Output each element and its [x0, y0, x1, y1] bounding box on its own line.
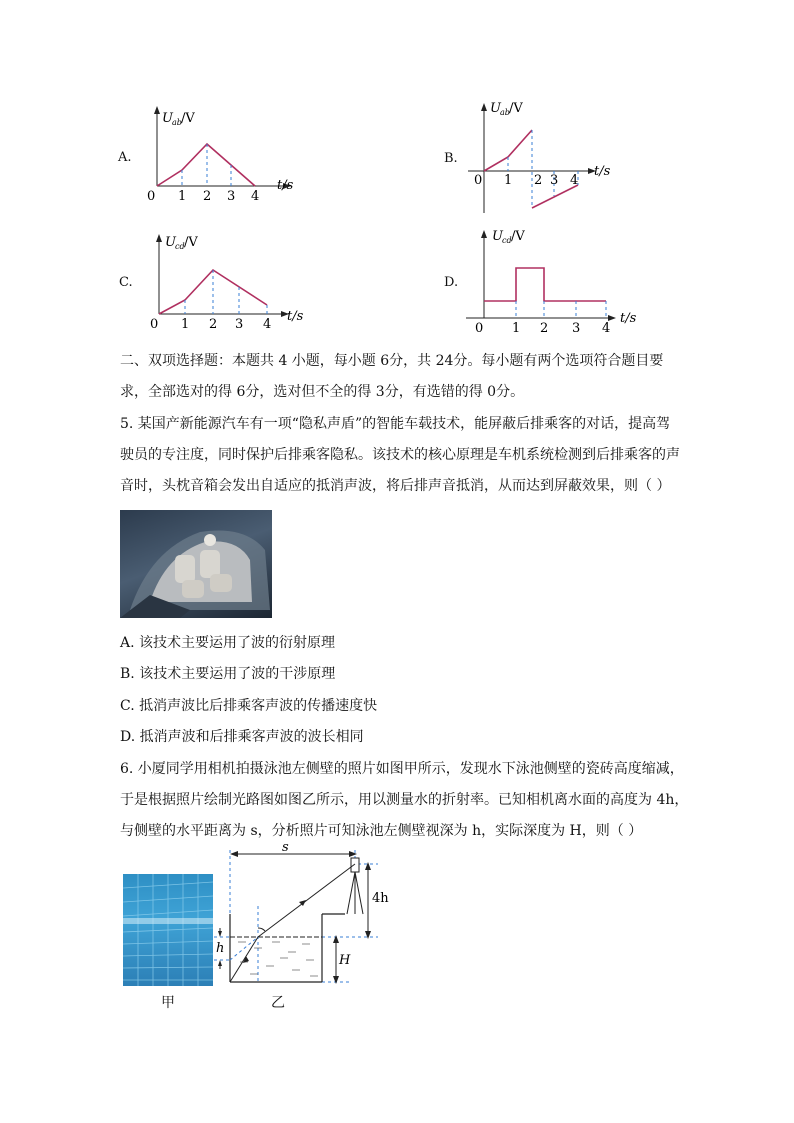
option-c-graph: [115, 228, 315, 340]
figure-yi-caption: 乙: [271, 995, 285, 1011]
option-b-letter: B.: [444, 151, 458, 166]
tick: 2: [540, 321, 549, 336]
tick: 4: [251, 189, 260, 204]
tick: 1: [512, 321, 521, 336]
tick: 0: [150, 317, 159, 332]
tick: 2: [209, 317, 218, 332]
car-photo: [120, 510, 272, 618]
h-label: h: [216, 941, 225, 956]
option-c-letter: C.: [119, 275, 133, 290]
tick: 2: [203, 189, 212, 204]
y-axis-unit: /V: [181, 111, 195, 126]
q5-option-c[interactable]: C. 抵消声波比后排乘客声波的传播速度快: [120, 698, 378, 714]
tick: 1: [178, 189, 187, 204]
car-illustration: [120, 510, 272, 618]
x-axis-label: t/s: [620, 311, 637, 326]
y-axis-label: U: [492, 229, 503, 244]
4h-label: 4h: [372, 891, 389, 906]
tick: 4: [263, 317, 272, 332]
tick: 1: [504, 173, 513, 188]
s-label: s: [282, 840, 289, 855]
tick: 0: [147, 189, 156, 204]
tick: 3: [235, 317, 244, 332]
light-path-diagram: [210, 842, 410, 992]
option-d-graph: [440, 222, 650, 340]
q5-option-a[interactable]: A. 该技术主要运用了波的衍射原理: [120, 635, 336, 651]
y-axis-sub: ab: [500, 108, 510, 117]
q5-option-b[interactable]: B. 该技术主要运用了波的干涉原理: [120, 666, 336, 682]
figure-jia-caption: 甲: [161, 995, 175, 1011]
x-axis-label: t/s: [277, 178, 294, 193]
tick: 3: [227, 189, 236, 204]
q6-stem-line1: 6. 小厦同学用相机拍摄泳池左侧壁的照片如图甲所示，发现水下泳池侧壁的瓷砖高度缩减，: [120, 761, 684, 777]
y-axis-unit: /V: [509, 101, 523, 116]
tick: 2: [534, 173, 543, 188]
tick: 4: [602, 321, 611, 336]
option-b-graph: [440, 95, 640, 220]
option-c-plot: [115, 228, 315, 340]
y-axis-label: U: [165, 235, 176, 250]
section-instructions-line1: 二、双项选择题：本题共 4 小题，每小题 6分，共 24分。每小题有两个选项符合题目要: [120, 353, 664, 369]
x-axis-label: t/s: [594, 164, 611, 179]
tick: 4: [570, 173, 579, 188]
y-axis-label: U: [490, 101, 501, 116]
q5-option-d[interactable]: D. 抵消声波和后排乘客声波的波长相同: [120, 729, 364, 745]
option-a-letter: A.: [118, 150, 132, 165]
tile-grid: [123, 874, 213, 986]
y-axis-label: U: [162, 111, 173, 126]
H-label: H: [339, 953, 351, 968]
option-d-plot: [440, 222, 650, 340]
option-d-letter: D.: [444, 275, 459, 290]
q5-stem-line2: 驶员的专注度，同时保护后排乘客隐私。该技术的核心原理是车机系统检测到后排乘客的声: [120, 447, 680, 463]
option-a-plot: [115, 100, 315, 210]
x-axis-label: t/s: [287, 309, 304, 324]
section-instructions-line2: 求，全部选对的得 6分，选对但不全的得 3分，有选错的得 0分。: [120, 384, 525, 400]
tick: 3: [572, 321, 581, 336]
y-axis-sub: cd: [502, 236, 512, 245]
y-axis-sub: ab: [172, 118, 182, 127]
tick: 1: [181, 317, 190, 332]
tick: 3: [550, 173, 559, 188]
q6-stem-line2: 于是根据照片绘制光路图如图乙所示，用以测量水的折射率。已知相机离水面的高度为 4h，: [120, 792, 689, 808]
y-axis-unit: /V: [184, 235, 198, 250]
q5-stem-line1: 5. 某国产新能源汽车有一项“隐私声盾”的智能车载技术，能屏蔽后排乘客的对话，提高驾: [120, 416, 671, 432]
option-a-graph: [115, 100, 315, 210]
y-axis-unit: /V: [511, 229, 525, 244]
q5-stem-line3: 音时，头枕音箱会发出自适应的抵消声波，将后排声音抵消，从而达到屏蔽效果，则（ ）: [120, 478, 671, 494]
tick: 0: [474, 173, 483, 188]
q6-stem-line3: 与侧壁的水平距离为 s，分析照片可知泳池左侧壁视深为 h，实际深度为 H，则（ ）: [120, 823, 643, 839]
y-axis-sub: cd: [175, 242, 185, 251]
tick: 0: [475, 321, 484, 336]
pool-wall-photo: [123, 874, 213, 986]
option-b-plot: [440, 95, 640, 220]
